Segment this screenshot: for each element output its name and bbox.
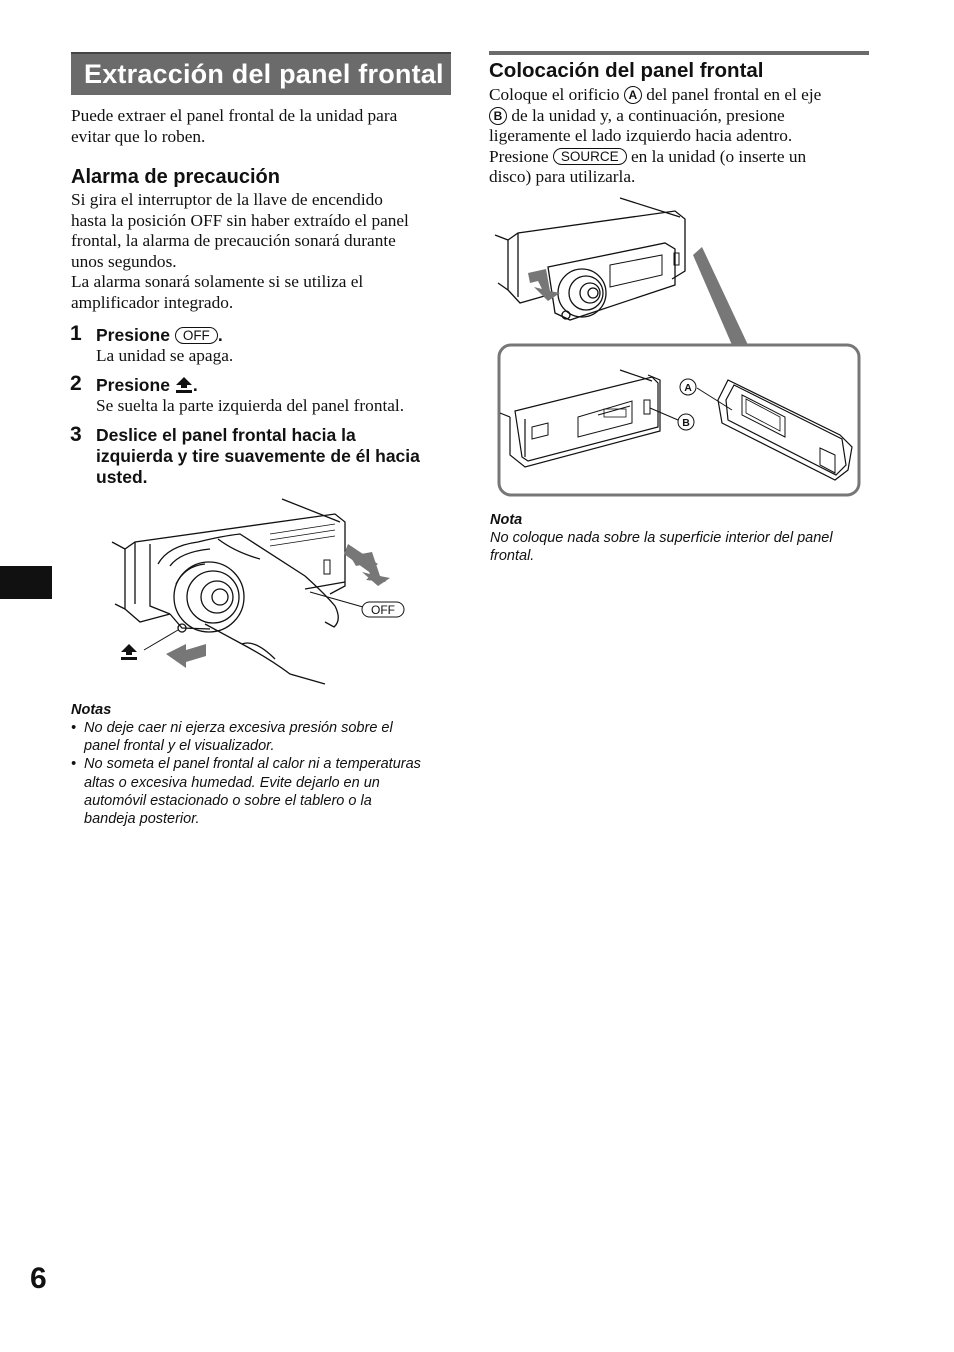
remove-panel-illustration xyxy=(110,494,420,694)
note-line: No someta el panel frontal al calor ni a temperaturas xyxy=(84,756,421,773)
note-item xyxy=(71,719,456,755)
intro-paragraph xyxy=(71,106,397,147)
note-line: panel frontal y el visualizador. xyxy=(84,738,275,755)
attach-line xyxy=(489,85,874,106)
attach-line: disco) para utilizarla. xyxy=(489,167,636,186)
note-heading: Nota xyxy=(490,512,523,528)
alarm-paragraph xyxy=(71,190,409,313)
note-line: altas o excesiva humedad. Evite dejarlo en un xyxy=(84,774,380,791)
source-button-glyph: SOURCE xyxy=(553,148,627,165)
notes-list xyxy=(71,719,456,828)
step-punct: . xyxy=(217,325,223,345)
step-2-instruction xyxy=(96,375,198,398)
step-1-description: La unidad se apaga. xyxy=(96,346,234,365)
off-button-glyph: OFF xyxy=(175,327,218,344)
bullet: • xyxy=(71,756,77,773)
step-label: Presione xyxy=(96,375,170,395)
note-text xyxy=(490,529,875,565)
page-number: 6 xyxy=(30,1262,47,1295)
note-item xyxy=(71,755,456,828)
attach-line xyxy=(489,106,874,127)
note-line: No deje caer ni ejerza excesiva presión sobre el xyxy=(84,720,393,736)
step-3-line: Deslice el panel frontal hacia la xyxy=(96,425,356,445)
section-title: Extracción del panel frontal xyxy=(71,52,451,95)
release-icon xyxy=(175,376,193,398)
attach-text: de la unidad y, a continuación, presione xyxy=(511,105,785,125)
alarm-line: amplificador integrado. xyxy=(71,292,234,312)
attach-text: Coloque el orificio xyxy=(489,85,620,104)
step-label: Presione xyxy=(96,325,170,345)
note-line: bandeja posterior. xyxy=(84,811,200,828)
step-2-description: Se suelta la parte izquierda del panel frontal. xyxy=(96,396,405,415)
notes-heading: Notas xyxy=(71,702,112,718)
step-punct: . xyxy=(192,375,198,395)
release-icon xyxy=(121,644,137,660)
note-line: frontal. xyxy=(490,548,535,565)
attach-text: Presione xyxy=(489,146,549,166)
attach-text: en la unidad (o inserte un xyxy=(630,146,807,166)
note-line: automóvil estacionado o sobre el tablero o la xyxy=(84,792,372,809)
alarm-line: Si gira el interruptor de la llave de encendido xyxy=(71,190,383,209)
alarm-line: hasta la posición OFF sin haber extraído el panel xyxy=(71,210,409,230)
intro-line: Puede extraer el panel frontal de la unidad para xyxy=(71,106,398,125)
step-number: 1 xyxy=(70,322,82,345)
attach-heading: Colocación del panel frontal xyxy=(489,59,764,82)
chapter-tab xyxy=(0,566,52,599)
step-number: 2 xyxy=(70,372,82,395)
step-3-line: izquierda y tire suavemente de él hacia xyxy=(96,446,420,466)
off-label: OFF xyxy=(371,603,395,617)
attach-line xyxy=(489,147,874,168)
marker-a: A xyxy=(624,86,642,104)
section-rule xyxy=(489,51,869,55)
alarm-line: unos segundos. xyxy=(71,251,177,271)
alarm-heading: Alarma de precaución xyxy=(71,166,280,188)
figure-label-b: B xyxy=(682,417,690,429)
note-line: No coloque nada sobre la superficie interior del panel xyxy=(490,530,833,546)
attach-panel-illustration xyxy=(490,195,865,500)
alarm-line: frontal, la alarma de precaución sonará durante xyxy=(71,231,396,250)
bullet: • xyxy=(71,720,77,736)
figure-label-a: A xyxy=(684,382,692,394)
step-3-instruction xyxy=(96,425,420,488)
attach-text: del panel frontal en el eje xyxy=(646,85,822,104)
attach-line: ligeramente el lado izquierdo hacia adentro. xyxy=(489,126,793,145)
alarm-line: La alarma sonará solamente si se utiliza el xyxy=(71,272,364,291)
step-3-line: usted. xyxy=(96,467,148,487)
step-1-instruction xyxy=(96,325,223,346)
intro-line: evitar que lo roben. xyxy=(71,126,206,146)
step-number: 3 xyxy=(70,423,82,446)
marker-b: B xyxy=(489,107,507,125)
attach-paragraph xyxy=(489,85,874,188)
